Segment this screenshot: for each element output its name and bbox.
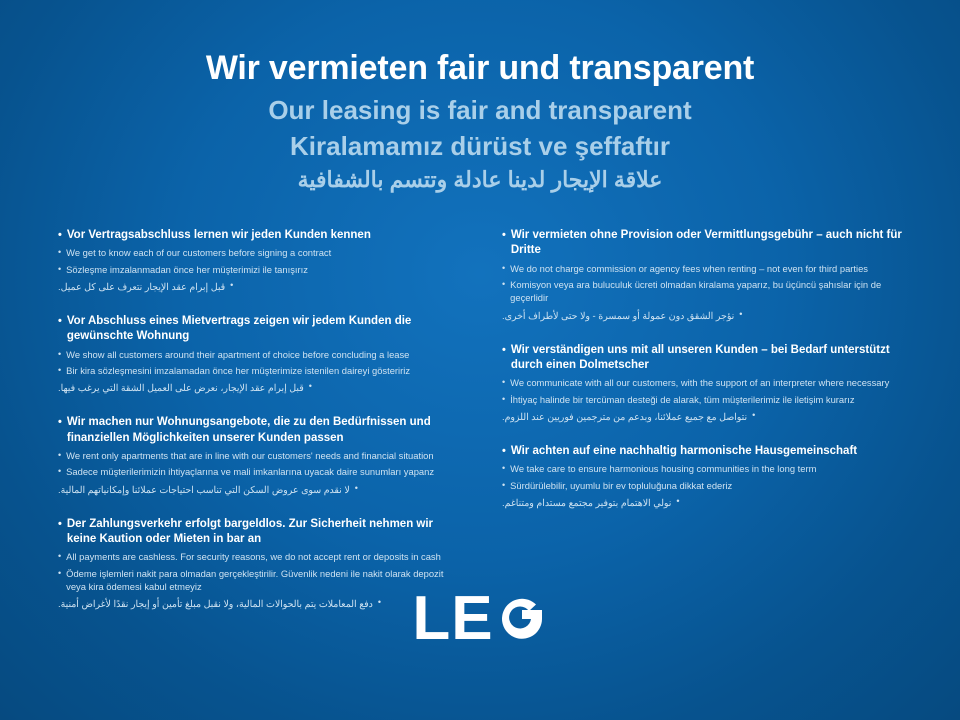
block-line-tr [502, 278, 902, 305]
bullet-icon: • [308, 381, 312, 392]
block-line-text: We rent only apartments that are in line with our customers' needs and financial situation [66, 450, 434, 461]
block-title [502, 228, 902, 259]
block-title [58, 517, 458, 548]
heading-german: Wir vermieten fair und transparent [205, 49, 755, 87]
block-line-text: We take care to ensure harmonious housing communities in the long term [510, 463, 817, 475]
bullet-icon: • [58, 247, 62, 258]
block-line-ar [58, 280, 458, 294]
list-item [502, 343, 902, 424]
heading-turkish: Kiralamamız dürüst ve şeffaftır [289, 130, 670, 161]
block-line-text: All payments are cashless. For security reasons, we do not accept rent or deposits in cash [66, 551, 441, 563]
bullet-icon: • [502, 479, 506, 490]
bullet-icon: • [502, 377, 506, 388]
bullet-icon: • [58, 229, 62, 241]
block-title [58, 228, 458, 243]
block-line-ar [58, 483, 458, 497]
block-line-text: نتواصل مع جميع عملائنا، وبدعم من مترجمين فوريين عند اللزوم. [502, 410, 748, 422]
block-title-text: Vor Vertragsabschluss lernen wir jeden Kunden kennen [66, 229, 371, 241]
block-line-en [58, 246, 458, 259]
block-line-tr [502, 393, 902, 406]
bullet-icon: • [230, 279, 234, 290]
content-columns [0, 228, 960, 632]
block-line-text: Bir kira sözleşmesini imzalamadan önce her müşterimize istenilen daireyi gösteririz [66, 364, 411, 376]
block-title-text: Wir verständigen uns mit all unseren Kunden – bei Bedarf unterstützt durch einen Dolmetscher [510, 343, 890, 371]
block-line-text: قبل إبرام عقد الإيجار نتعرف على كل عميل. [58, 280, 226, 292]
bullet-icon: • [502, 229, 506, 241]
bullet-icon: • [752, 409, 756, 420]
block-line-text: Ödeme işlemleri nakit para olmadan gerçekleştirilir. Güvenlik nedeni ile nakit olarak depozit veya kira ödemesi kabul etmeyiz [66, 567, 444, 593]
bullet-icon: • [354, 482, 358, 493]
block-line-ar [502, 309, 902, 323]
list-item [58, 314, 458, 395]
bullet-icon: • [502, 262, 506, 273]
bullet-icon: • [58, 364, 62, 375]
right-column [502, 228, 902, 632]
block-line-text: قبل إبرام عقد الإيجار، نعرض على العميل الشقة التي يرغب فيها. [58, 382, 304, 394]
block-title-text: Wir vermieten ohne Provision oder Vermittlungsgebühr – auch nicht für Dritte [510, 229, 902, 257]
block-line-text: We communicate with all our customers, with the support of an interpreter where necessary [510, 377, 890, 389]
block-title-text: Der Zahlungsverkehr erfolgt bargeldlos. Zur Sicherheit nehmen wir keine Kaution oder Mieten in bar an [66, 517, 434, 546]
block-line-text: Sürdürülebilir, uyumlu bir ev topluluğuna dikkat ederiz [510, 479, 733, 491]
block-line-text: لا نقدم سوى عروض السكن التي تناسب احتياجات عملائنا وإمكانياتهم المالية. [58, 483, 350, 495]
block-line-ar [58, 381, 458, 395]
block-title [58, 415, 458, 446]
bullet-icon: • [377, 597, 381, 608]
block-line-en [58, 550, 458, 563]
headings-block [0, 0, 960, 194]
block-line-tr [58, 263, 458, 276]
list-item [502, 228, 902, 323]
list-item [58, 228, 458, 294]
bullet-icon: • [502, 445, 506, 458]
logo-wrap [412, 584, 547, 653]
block-line-text: نؤجر الشقق دون عمولة أو سمسرة - ولا حتى لأطراف أخرى. [502, 309, 735, 321]
bullet-icon: • [58, 567, 62, 578]
bullet-icon: • [58, 416, 62, 429]
block-title [58, 314, 458, 345]
bullet-icon: • [739, 308, 743, 319]
logo-text: LE [412, 584, 494, 653]
bullet-icon: • [58, 450, 62, 460]
bullet-icon: • [676, 496, 680, 507]
left-column [58, 228, 458, 632]
block-line-ar [502, 410, 902, 424]
block-line-tr [58, 465, 458, 478]
block-line-tr [58, 364, 458, 377]
block-line-text: دفع المعاملات يتم بالحوالات المالية، ولا نقبل مبلغ تأمين أو إيجار نقدًا لأغراض أمنية. [58, 598, 373, 610]
bullet-icon: • [502, 463, 506, 474]
heading-arabic: علاقة الإيجار لدينا عادلة وتتسم بالشفافية [297, 166, 663, 192]
block-line-text: We do not charge commission or agency fees when renting – not even for third parties [510, 262, 868, 274]
block-line-en [502, 462, 902, 475]
list-item [502, 444, 902, 510]
block-line-ar [502, 496, 902, 510]
bullet-icon: • [58, 551, 62, 562]
bullet-icon: • [58, 315, 62, 328]
block-title [502, 444, 902, 459]
block-line-text: İhtiyaç halinde bir tercüman desteği de alarak, tüm müşterilerimiz ile iletişim kurarız [510, 393, 855, 405]
bullet-icon: • [58, 466, 62, 477]
bullet-icon: • [502, 278, 506, 289]
block-line-en [58, 348, 458, 361]
block-line-en [502, 376, 902, 389]
block-line-en [58, 449, 458, 462]
block-line-text: نولي الاهتمام بتوفير مجتمع مستدام ومتناغم. [502, 497, 672, 509]
block-title-text: Vor Abschluss eines Mietvertrags zeigen wir jedem Kunden die gewünschte Wohnung [66, 315, 412, 343]
block-line-text: Sadece müşterilerimizin ihtiyaçlarına ve mali imkanlarına uyacak daire sunumları yapanz [66, 466, 435, 478]
block-line-text: We get to know each of our customers before signing a contract [66, 247, 332, 259]
bullet-icon: • [58, 348, 62, 359]
block-line-en [502, 262, 902, 275]
bullet-icon: • [502, 393, 506, 404]
bullet-icon: • [58, 517, 62, 530]
bullet-icon: • [502, 343, 506, 356]
block-title [502, 343, 902, 374]
block-line-text: Komisyon veya ara buluculuk ücreti olmadan kiralama yaparız, bu üçüncü şahıslar için de geçerlidir [510, 278, 882, 304]
block-line-text: We show all customers around their apartment of choice before concluding a lease [66, 348, 410, 360]
list-item [58, 415, 458, 496]
bullet-icon: • [58, 263, 62, 274]
leg-g-mark-icon [496, 593, 548, 645]
block-line-tr [502, 479, 902, 492]
leg-logo [0, 584, 960, 653]
block-title-text: Wir achten auf eine nachhaltig harmonische Hausgemeinschaft [510, 445, 858, 458]
block-title-text: Wir machen nur Wohnungsangebote, die zu den Bedürfnissen und finanziellen Möglichkeiten unserer Kunden passen [66, 416, 431, 444]
block-line-text: Sözleşme imzalanmadan önce her müşterimizi ile tanışırız [66, 263, 308, 275]
heading-english: Our leasing is fair and transparent [268, 95, 692, 126]
